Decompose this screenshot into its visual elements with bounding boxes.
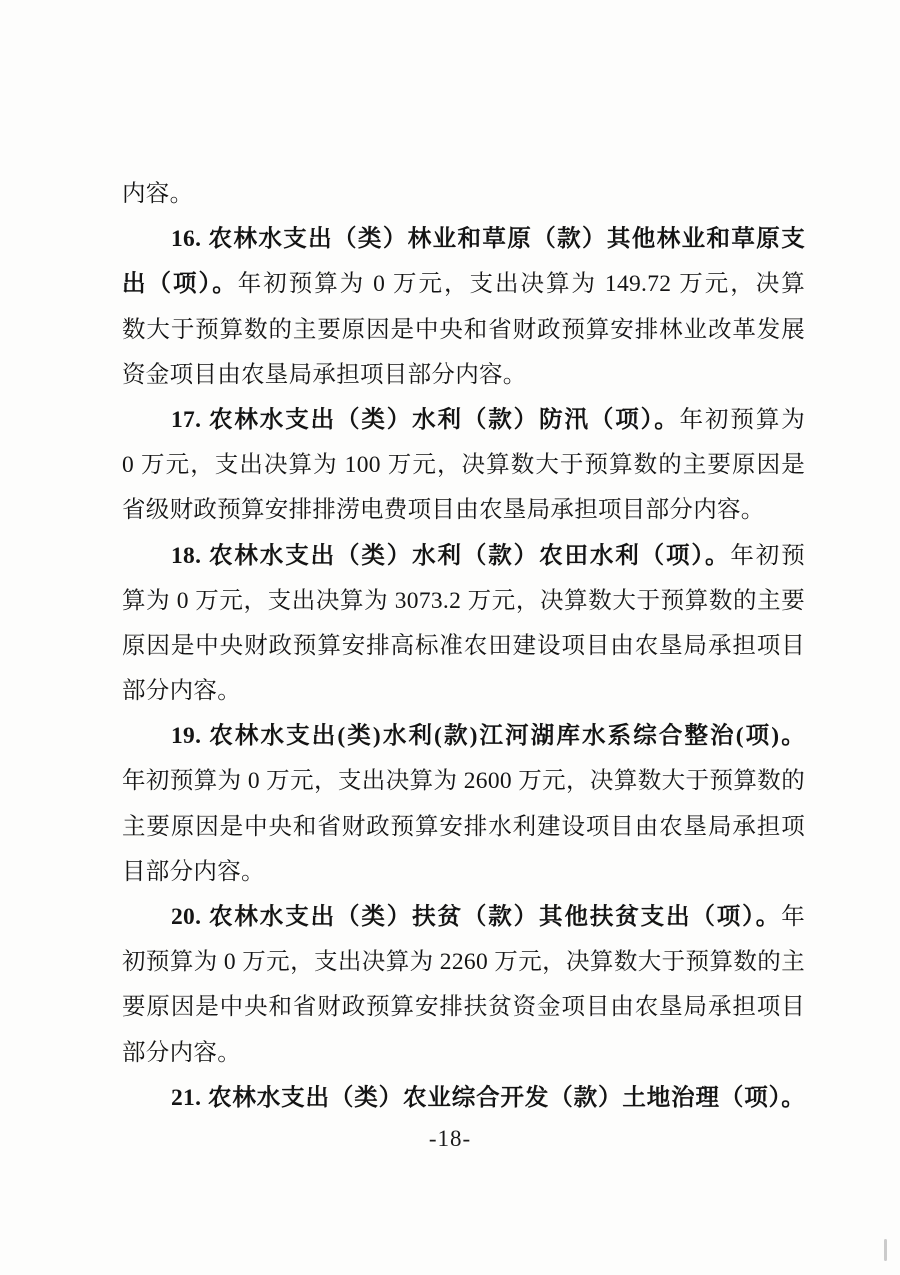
heading-text: 20. 农林水支出（类）扶贫（款）其他扶贫支出（项）。 [171,904,782,930]
text-line [122,217,805,262]
text-line [122,262,805,307]
text-line [122,805,805,850]
body-text: 资金项目由农垦局承担项目部分内容。 [122,361,527,388]
text-line [122,714,805,759]
scan-artifact [884,1239,887,1261]
body-text: 0 万元，支出决算为 100 万元，决算数大于预算数的主要原因是 [122,452,805,479]
heading-text: 出（项）。 [122,271,238,298]
text-line [122,1031,805,1076]
body-text: 年初预 [730,542,805,569]
body-text: 初预算为 0 万元，支出决算为 2260 万元，决算数大于预算数的主 [122,949,805,976]
body-text: 内容。 [122,181,194,207]
text-line [122,624,805,669]
text-line [122,579,805,624]
body-text: 算为 0 万元，支出决算为 3073.2 万元，决算数大于预算数的主要 [122,587,805,614]
body-text: 部分内容。 [122,1039,241,1066]
body-text: 年 [781,904,805,930]
body-text: 省级财政预算安排排涝电费项目由农垦局承担项目部分内容。 [122,497,765,524]
text-line [122,534,805,579]
text-line [122,759,805,804]
text-line [122,398,805,443]
body-text: 年初预算为 0 万元，支出决算为 149.72 万元，决算 [237,271,806,298]
body-text: 部分内容。 [122,678,241,705]
heading-text: 21. 农林水支出（类）农业综合开发（款）土地治理（项）。 [171,1084,805,1111]
text-line [122,308,805,353]
document-body [122,172,805,1121]
text-line [122,895,805,940]
heading-text: 16. 农林水支出（类）林业和草原（款）其他林业和草原支 [171,226,805,253]
body-text: 原因是中央财政预算安排高标准农田建设项目由农垦局承担项目 [122,632,805,659]
body-text: 要原因是中央和省财政预算安排扶贫资金项目由农垦局承担项目 [122,994,805,1021]
text-line [122,985,805,1030]
text-line [122,1076,805,1121]
body-text: 目部分内容。 [122,858,265,885]
text-line [122,353,805,398]
text-line [122,940,805,985]
text-line [122,443,805,488]
page-number: -18- [428,1126,472,1151]
text-line [122,488,805,533]
body-text: 主要原因是中央和省财政预算安排水利建设项目由农垦局承担项 [122,813,805,840]
text-line [122,850,805,895]
body-text: 年初预算为 0 万元，支出决算为 2600 万元，决算数大于预算数的 [122,768,805,795]
heading-text: 18. 农林水支出（类）水利（款）农田水利（项）。 [171,542,731,569]
heading-text: 17. 农林水支出（类）水利（款）防汛（项）。 [171,406,680,433]
body-text: 数大于预算数的主要原因是中央和省财政预算安排林业改革发展 [122,316,805,343]
heading-text: 19. 农林水支出(类)水利(款)江河湖库水系综合整治(项)。 [171,723,805,750]
text-line [122,669,805,714]
body-text: 年初预算为 [679,406,806,433]
text-line [122,172,805,217]
